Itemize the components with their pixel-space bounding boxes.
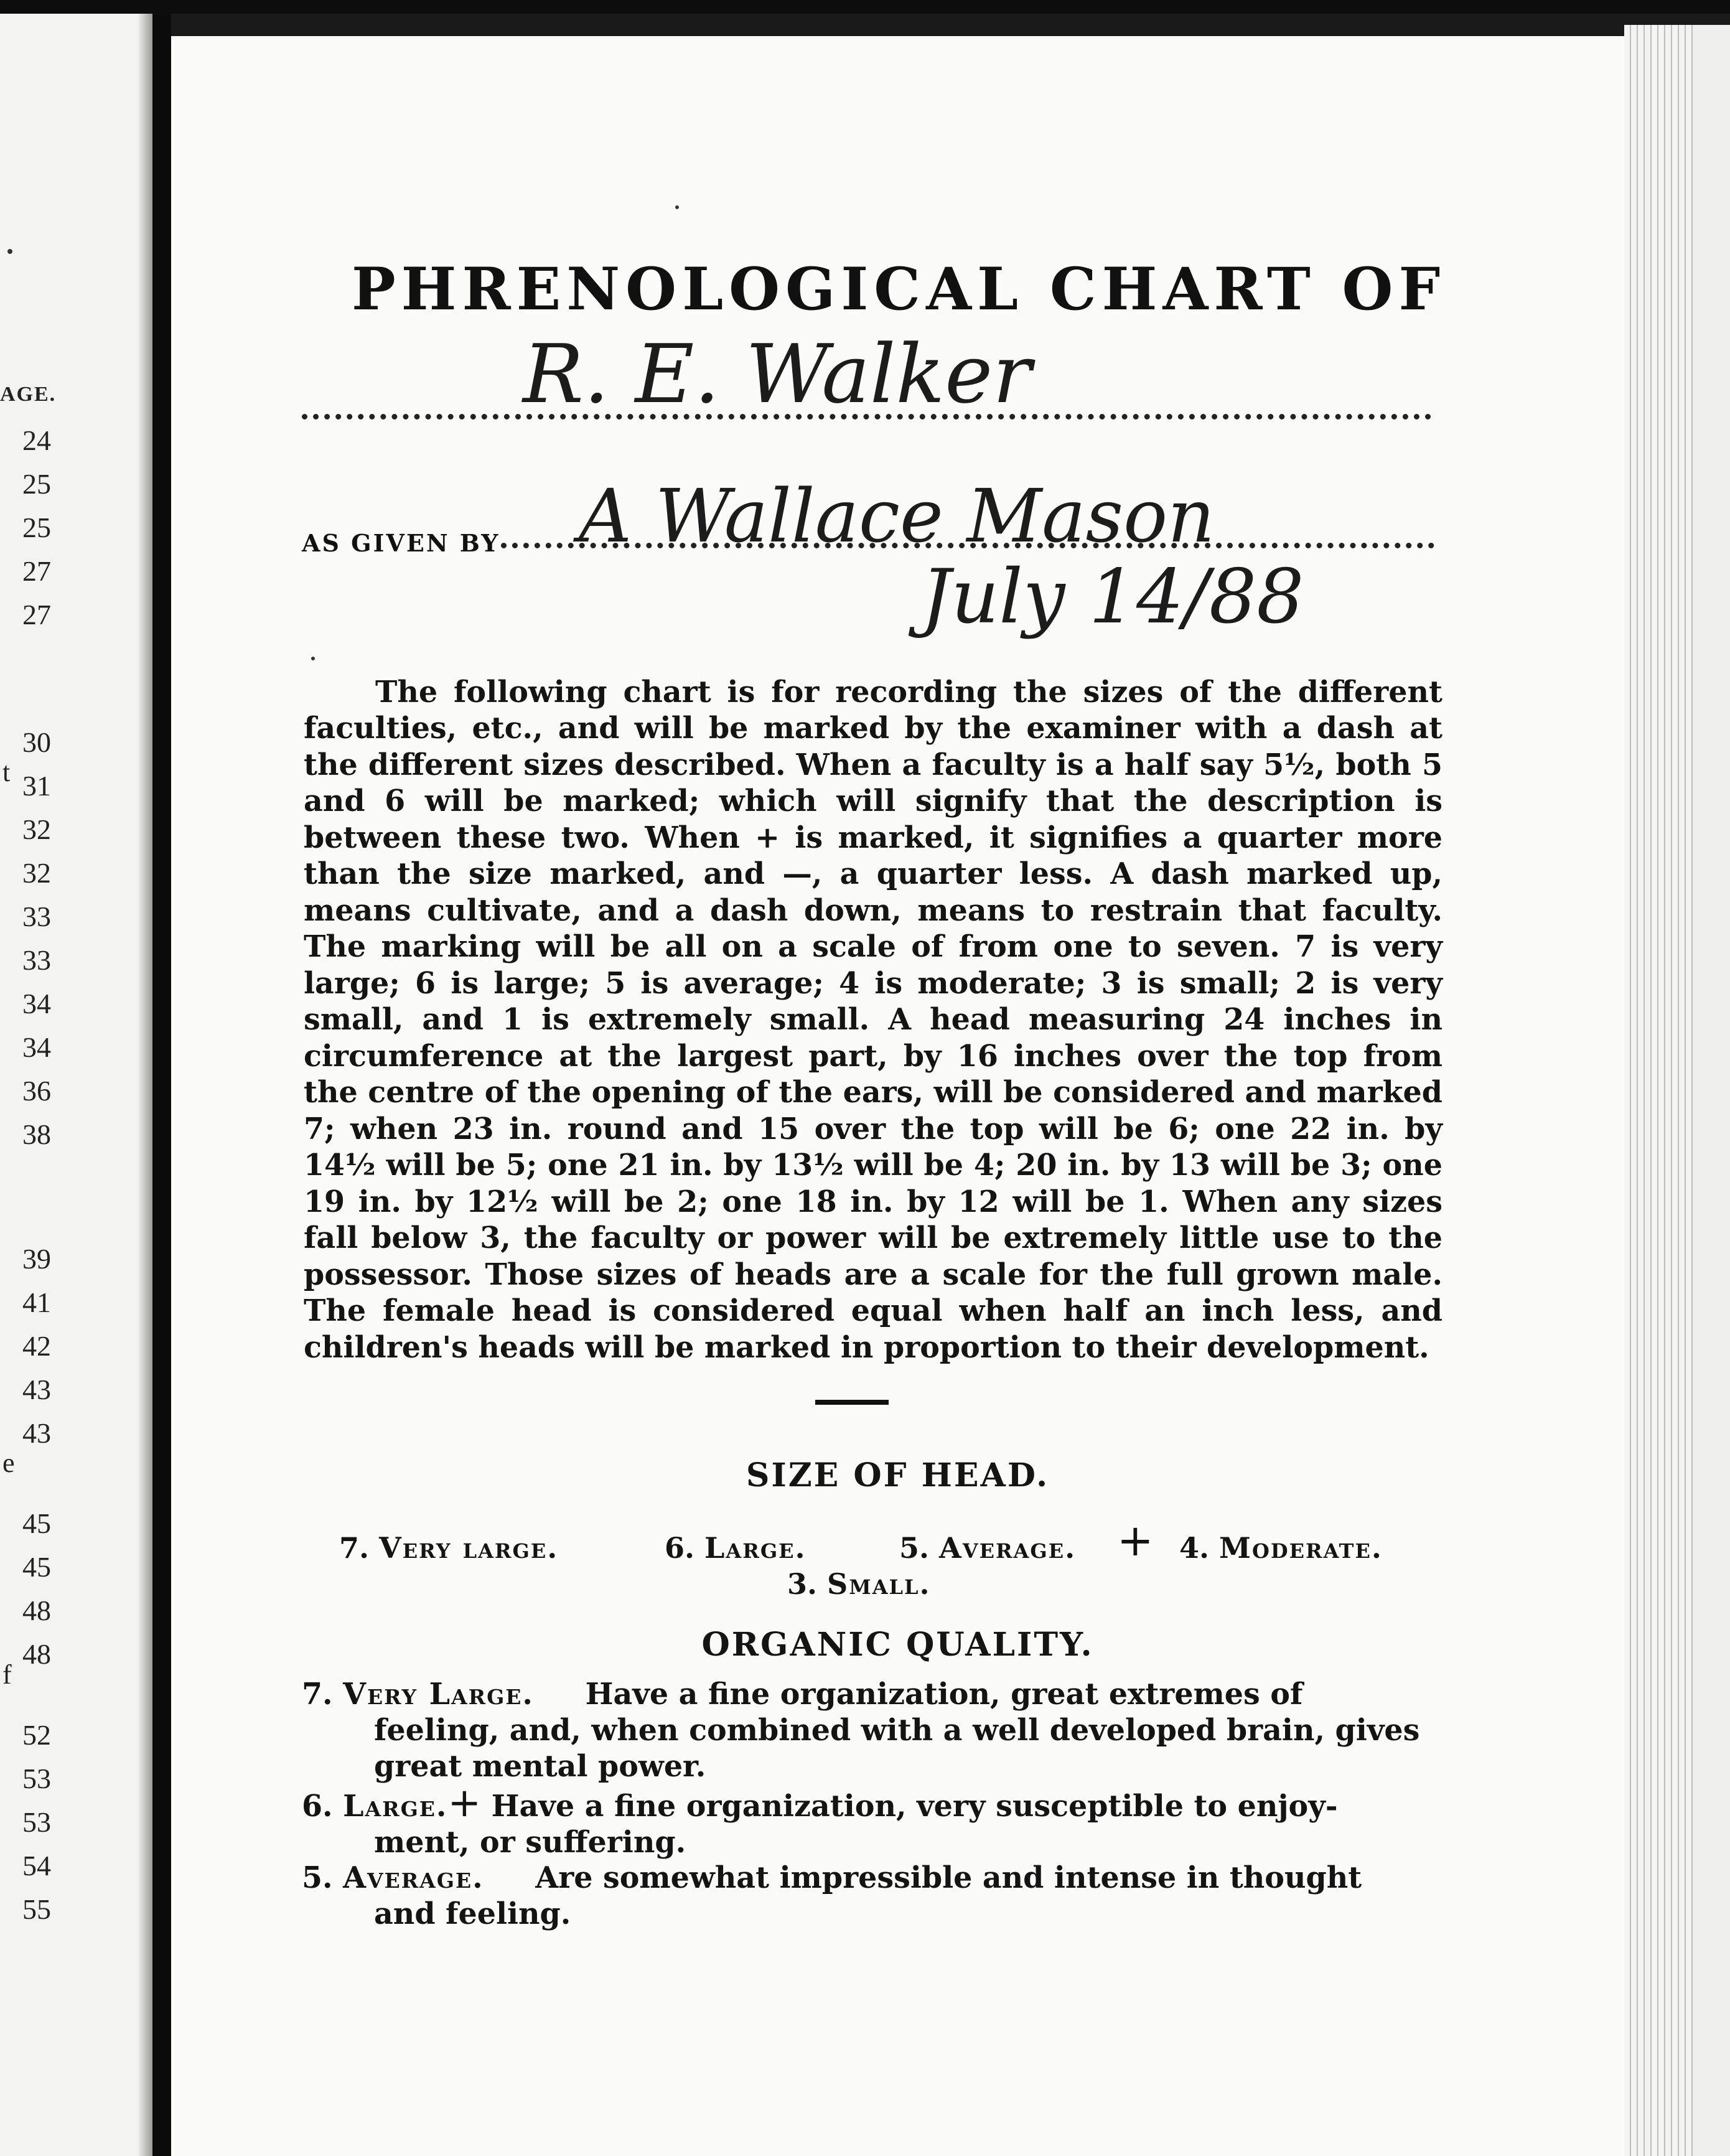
size-option-3 — [787, 1567, 931, 1601]
name-dotted-line — [302, 414, 1431, 419]
page-stack-edges — [1624, 25, 1730, 2156]
left-page-header: AGE. — [0, 383, 57, 406]
left-page-number: 38 — [22, 1118, 51, 1150]
size-hand-mark: + — [1117, 1515, 1154, 1566]
given-by-label: AS GIVEN BY — [302, 529, 500, 557]
left-page-number: 24 — [22, 424, 51, 456]
left-page-number: 43 — [22, 1374, 51, 1405]
left-page-number: 34 — [22, 988, 51, 1019]
size-option-number: 7. — [339, 1531, 370, 1565]
book-gutter — [152, 14, 171, 2156]
quality-label: Very Large. — [343, 1677, 534, 1712]
left-page-number: 55 — [22, 1893, 51, 1925]
quality-number: 5. — [302, 1860, 333, 1895]
size-option-4 — [1179, 1531, 1383, 1565]
left-page-number: 30 — [22, 726, 51, 758]
left-page-number: 39 — [22, 1243, 51, 1275]
organic-quality-heading: ORGANIC QUALITY. — [701, 1626, 1094, 1664]
left-page-number: 25 — [22, 468, 51, 500]
left-page-number: 42 — [22, 1330, 51, 1362]
size-option-6 — [665, 1531, 807, 1565]
quality-text-rest: feeling, and, when combined with a well developed brain, gives great mental power. — [374, 1713, 1420, 1784]
size-option-5 — [899, 1531, 1076, 1565]
quality-label: Large. — [343, 1789, 448, 1824]
size-option-label: Large. — [704, 1531, 807, 1565]
left-page-number: 33 — [22, 944, 51, 976]
size-option-number: 3. — [787, 1567, 818, 1601]
subject-name-handwritten: R. E. Walker — [523, 327, 1032, 421]
size-option-number: 5. — [899, 1531, 930, 1565]
left-page-number: 48 — [22, 1638, 51, 1670]
size-option-number: 4. — [1179, 1531, 1210, 1565]
left-page-number: 25 — [22, 512, 51, 543]
examiner-dotted-line — [501, 543, 1434, 548]
organic-quality-entry-7 — [302, 1676, 1441, 1784]
intro-paragraph: The following chart is for recording the sizes of the different faculties, etc., and will be marked by the examiner with a dash at the different sizes described. When a faculty is a half say 5½, both 5 and 6 will be marked; which will signify that the description is between these two. When + is marked, it signifies a quarter more than the size marked, and —, a quarter less. A dash marked up, means cultivate, and a dash down, means to restrain that faculty. The marking will be all on a scale of from one to seven. 7 is very large; 6 is large; 5 is average; 4 is moderate; 3 is small; 2 is very small, and 1 is extremely small. A head measuring 24 inches in circumference at the largest part, by 16 inches over the top from the centre of the opening of the ears, will be considered and marked 7; when 23 in. round and 15 over the top will be 6; one 22 in. by 14½ will be 5; one 21 in. by 13½ will be 4; 20 in. by 13 will be 3; one 19 in. by 12½ will be 2; one 18 in. by 12 will be 1. When any sizes fall below 3, the faculty or power will be extremely little use to the possessor. Those sizes of heads are a scale for the full grown male. The female head is considered equal when half an inch less, and children's heads will be marked in proportion to their development. — [304, 674, 1442, 1365]
left-page-number: 45 — [22, 1507, 51, 1539]
quality-label: Average. — [343, 1860, 484, 1895]
organic-quality-entry-6 — [302, 1780, 1441, 1860]
quality-text-first: Are somewhat impressible and intense in thought — [535, 1860, 1362, 1895]
left-page-number: 48 — [22, 1595, 51, 1626]
ink-speck — [311, 657, 315, 660]
size-option-label: Very large. — [379, 1531, 559, 1565]
page-fold-shadow — [139, 14, 152, 2156]
left-page-number: 32 — [22, 857, 51, 889]
left-page-number: 52 — [22, 1719, 51, 1751]
left-page-fragment: t — [2, 757, 11, 787]
quality-text-rest: and feeling. — [374, 1896, 571, 1931]
quality-number: 6. — [302, 1789, 333, 1824]
quality-text-rest: ment, or suffering. — [374, 1825, 686, 1860]
size-of-head-heading: SIZE OF HEAD. — [746, 1456, 1050, 1494]
left-page-fragment: f — [2, 1659, 12, 1690]
left-page-number: 34 — [22, 1031, 51, 1063]
size-option-label: Moderate. — [1219, 1531, 1383, 1565]
section-divider — [815, 1400, 889, 1405]
date-handwritten: July 14/88 — [921, 554, 1304, 640]
left-page-number: 54 — [22, 1850, 51, 1882]
left-page-number: 41 — [22, 1287, 51, 1318]
quality-hand-mark: + — [447, 1780, 482, 1826]
left-page-number: 31 — [22, 770, 51, 802]
ink-speck — [7, 249, 12, 254]
left-page-number: 53 — [22, 1763, 51, 1794]
left-page-number: 27 — [22, 599, 51, 630]
quality-number: 7. — [302, 1677, 333, 1712]
scan-top-edge — [0, 0, 1730, 14]
ink-speck — [675, 205, 679, 209]
examiner-name-handwritten: A Wallace Mason — [579, 473, 1215, 559]
size-option-label: Small. — [827, 1567, 931, 1601]
size-option-number: 6. — [665, 1531, 695, 1565]
size-option-7 — [339, 1531, 558, 1565]
organic-quality-entry-5 — [302, 1860, 1441, 1932]
quality-text-first: Have a fine organization, very susceptible to enjoy- — [491, 1789, 1338, 1824]
size-option-label: Average. — [939, 1531, 1077, 1565]
left-page-fragment: e — [2, 1448, 15, 1478]
left-page-number: 32 — [22, 813, 51, 845]
left-page-number: 33 — [22, 901, 51, 932]
left-page-number: 43 — [22, 1417, 51, 1449]
left-page-number: 27 — [22, 555, 51, 587]
quality-text-first: Have a fine organization, great extremes of — [585, 1677, 1303, 1712]
left-page-number: 36 — [22, 1075, 51, 1107]
left-page-number: 45 — [22, 1551, 51, 1583]
chart-title: PHRENOLOGICAL CHART OF — [352, 255, 1446, 324]
left-page-number: 53 — [22, 1806, 51, 1838]
